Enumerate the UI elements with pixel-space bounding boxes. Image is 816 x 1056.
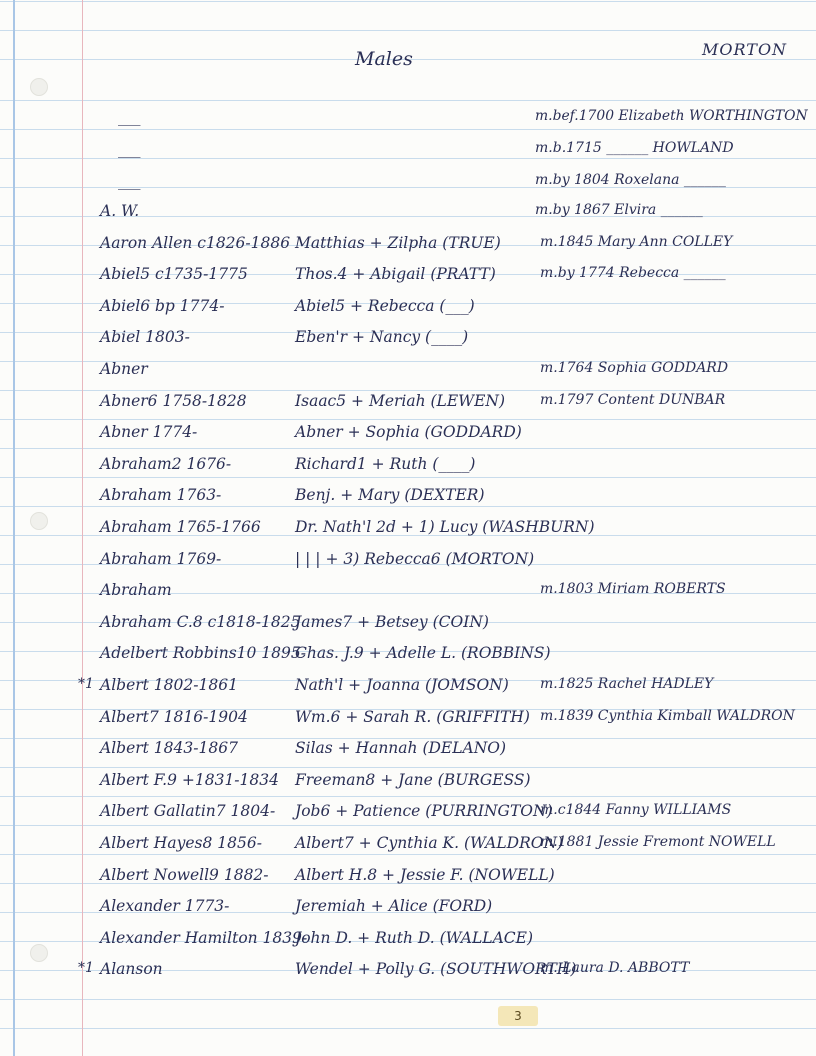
person-name: Abiel6 bp 1774- [100,297,225,315]
person-name: Abner 1774- [100,423,198,441]
marriage-info: m. Laura D. ABBOTT [540,960,690,976]
entry-row [0,960,816,990]
entry-row [0,518,816,548]
entry-row [0,486,816,516]
person-name: Abraham2 1676- [100,455,232,473]
parents-info: Abiel5 + Rebecca (___) [295,297,475,315]
person-name: Abner6 1758-1828 [100,392,247,410]
entry-row [0,550,816,580]
entry-row [0,708,816,738]
parents-info: Albert H.8 + Jessie F. (NOWELL) [295,866,555,884]
marriage-info: m.1825 Rachel HADLEY [540,676,714,692]
person-name: Abraham 1769- [100,550,222,568]
marriage-info: m.by 1804 Roxelana ______ [535,172,726,188]
marriage-info: m.1881 Jessie Fremont NOWELL [540,834,776,850]
parents-info: John D. + Ruth D. (WALLACE) [295,929,534,947]
parents-info: Thos.4 + Abigail (PRATT) [295,265,496,283]
marriage-info: m.bef.1700 Elizabeth WORTHINGTON [535,108,808,124]
parents-info: Freeman8 + Jane (BURGESS) [295,771,531,789]
marriage-info: m.b.1715 ______ HOWLAND [535,140,734,156]
entry-row [0,297,816,327]
blank-name-dash: ___ [118,172,141,190]
entry-row [0,834,816,864]
parents-info: Eben'r + Nancy (____) [295,328,469,346]
parents-info: Albert7 + Cynthia K. (WALDRON) [295,834,564,852]
entry-row [0,581,816,611]
person-name: Alanson [100,960,163,978]
person-name: Alexander 1773- [100,897,230,915]
parents-info: Richard1 + Ruth (____) [295,455,476,473]
parents-info: Jeremiah + Alice (FORD) [295,897,493,915]
entry-row [0,202,816,232]
person-name: Abraham [100,581,172,599]
entry-row [0,644,816,674]
parents-info: Isaac5 + Meriah (LEWEN) [295,392,506,410]
star-mark: *1 [78,960,94,976]
entry-row [0,676,816,706]
parents-info: Chas. J.9 + Adelle L. (ROBBINS) [295,644,551,662]
person-name: Albert Nowell9 1882- [100,866,269,884]
person-name: Adelbert Robbins10 1895- [100,644,306,662]
parents-info: Wendel + Polly G. (SOUTHWORTH) [295,960,577,978]
entry-row [0,802,816,832]
entry-row [0,866,816,896]
parents-info: Silas + Hannah (DELANO) [295,739,507,757]
parents-info: Matthias + Zilpha (TRUE) [295,234,501,252]
blank-entry-row [0,108,816,138]
parents-info: Benj. + Mary (DEXTER) [295,486,485,504]
person-name: Albert Gallatin7 1804- [100,802,276,820]
parents-info: Wm.6 + Sarah R. (GRIFFITH) [295,708,530,726]
parents-info: James7 + Betsey (COIN) [295,613,489,631]
entry-row [0,455,816,485]
entry-row [0,771,816,801]
entry-row [0,392,816,422]
entry-row [0,328,816,358]
marriage-info: m.1764 Sophia GODDARD [540,360,729,376]
blank-name-dash: ___ [118,108,141,126]
marriage-info: m.1845 Mary Ann COLLEY [540,234,733,250]
marriage-info: m.1839 Cynthia Kimball WALDRON [540,708,795,724]
entry-row [0,613,816,643]
parents-info: Abner + Sophia (GODDARD) [295,423,522,441]
person-name: Abiel 1803- [100,328,190,346]
star-mark: *1 [78,676,94,692]
marriage-info: m.by 1774 Rebecca ______ [540,265,726,281]
entry-row [0,265,816,295]
parents-info: | | | + 3) Rebecca6 (MORTON) [295,550,535,568]
entry-row [0,360,816,390]
person-name: A. W. [100,202,140,220]
marriage-info: m.by 1867 Elvira ______ [535,202,703,218]
entry-row [0,423,816,453]
blank-entry-row [0,172,816,202]
entry-row [0,739,816,769]
person-name: Albert 1843-1867 [100,739,238,757]
punch-hole [30,78,48,96]
person-name: Albert 1802-1861 [100,676,238,694]
marriage-info: m.c1844 Fanny WILLIAMS [540,802,732,818]
person-name: Abraham C.8 c1818-1825 [100,613,301,631]
person-name: Abraham 1765-1766 [100,518,261,536]
person-name: Abiel5 c1735-1775 [100,265,248,283]
person-name: Albert F.9 +1831-1834 [100,771,279,789]
page-number: 3 [498,1006,538,1026]
page-title: Males [355,48,413,70]
blank-name-dash: ___ [118,140,141,158]
marriage-info: m.1797 Content DUNBAR [540,392,726,408]
person-name: Albert7 1816-1904 [100,708,248,726]
person-name: Albert Hayes8 1856- [100,834,262,852]
entry-row [0,929,816,959]
blank-entry-row [0,140,816,170]
parents-info: Dr. Nath'l 2d + 1) Lucy (WASHBURN) [295,518,595,536]
surname-heading: MORTON [702,40,788,59]
parents-info: Nath'l + Joanna (JOMSON) [295,676,509,694]
person-name: Abraham 1763- [100,486,222,504]
person-name: Aaron Allen c1826-1886 [100,234,291,252]
entry-row [0,897,816,927]
person-name: Abner [100,360,148,378]
person-name: Alexander Hamilton 1839- [100,929,308,947]
entry-row [0,234,816,264]
marriage-info: m.1803 Miriam ROBERTS [540,581,726,597]
parents-info: Job6 + Patience (PURRINGTON) [295,802,553,820]
